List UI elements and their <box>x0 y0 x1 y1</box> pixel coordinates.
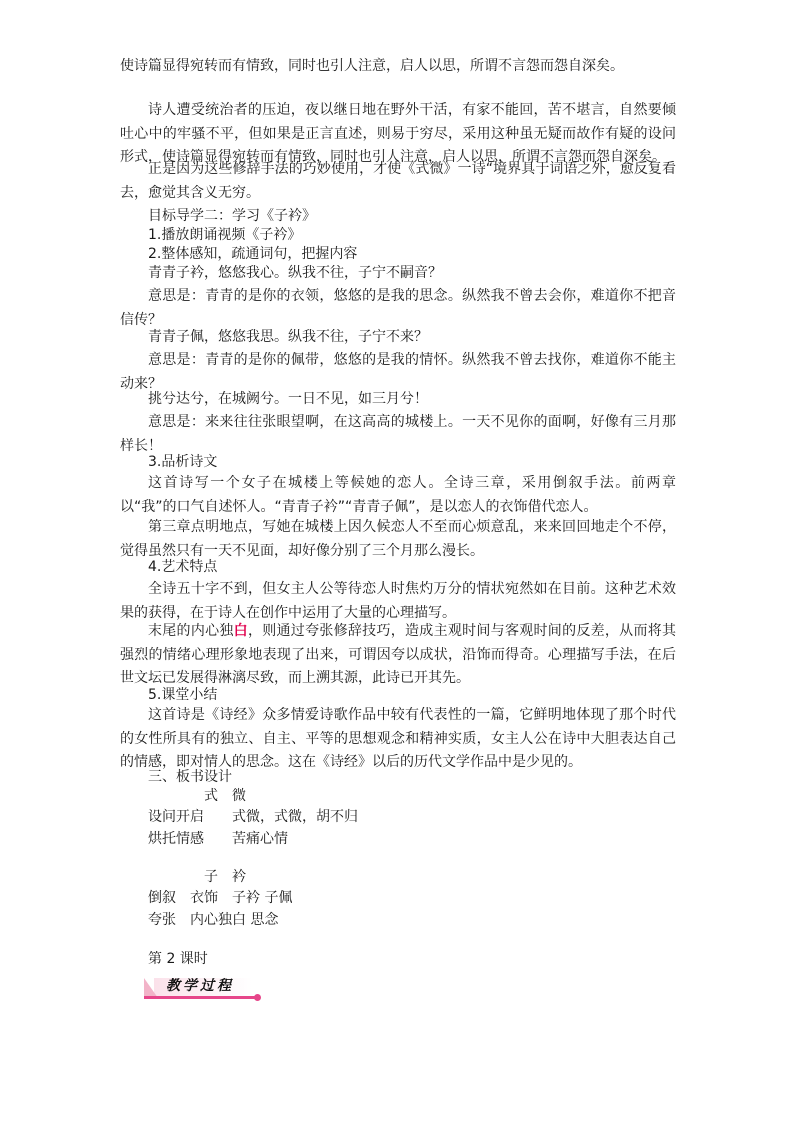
paragraph-structure: 这首诗写一个女子在城楼上等候她的恋人。全诗三章，采用倒叙手法。前两章以“我”的口气自述怀人。“青青子衿”“青青子佩”，是以恋人的衣饰借代恋人。 <box>120 475 676 515</box>
paragraph-summary: 这首诗是《诗经》众多情爱诗歌作品中较有代表性的一篇，它鲜明地体现了那个时代的女性所具有的独立、自主、平等的思想观念和精神实质，女主人公在诗中大胆表达自己的情感，即对情人的思念。这在《诗经》以后的历代文学作品中是少见的。 <box>120 707 676 770</box>
step-summary: 5.课堂小结 <box>148 687 218 703</box>
section-banner <box>144 978 260 1002</box>
highlight-char: 白 <box>233 623 248 639</box>
banner-underline <box>144 996 256 999</box>
board-row-zijin-1: 倒叙 衣饰 子衿 子佩 <box>148 890 293 906</box>
paragraph-psychology: 全诗五十字不到，但女主人公等待恋人时焦灼万分的情状宛然如在目前。这种艺术效果的获得，在于诗人在创作中运用了大量的心理描写。 <box>120 581 676 621</box>
meaning-line-1: 意思是：青青的是你的衣领，悠悠的是我的思念。纵然我不曾去会你，难道你不把音信传？ <box>120 288 676 328</box>
meaning-line-3: 意思是：来来往往张眼望啊，在这高高的城楼上。一天不见你的面啊，好像有三月那样长！ <box>120 414 676 454</box>
step-overview: 2.整体感知，疏通词句，把握内容 <box>148 246 358 262</box>
board-title-shiwei: 式 微 <box>204 788 246 804</box>
paragraph-poet-oppression: 诗人遭受统治者的压迫，夜以继日地在野外干活，有家不能回，苦不堪言，自然要倾吐心中的牢骚不平，但如果是正言直述，则易于穷尽，采用这种虽无疑而故作有疑的设问形式，使诗篇显得宛转而有情致，同时也引人注意，启人以思，所谓不言怨而怨自深矣。 <box>120 102 676 165</box>
poem-line-3: 挑兮达兮，在城阙兮。一日不见，如三月兮！ <box>148 391 428 407</box>
step-play-video: 1.播放朗诵视频《子衿》 <box>148 227 302 243</box>
paragraph-inner-monologue <box>120 620 676 691</box>
step-art-features: 4.艺术特点 <box>148 559 218 575</box>
step-analysis: 3.品析诗文 <box>148 454 218 470</box>
monologue-text-a: 末尾的内心独 <box>148 623 234 639</box>
intro-line: 使诗篇显得宛转而有情致，同时也引人注意，启人以思，所谓不言怨而怨自深矣。 <box>120 58 624 74</box>
banner-title: 教学过程 <box>166 978 234 994</box>
poem-line-2: 青青子佩，悠悠我思。纵我不往，子宁不来？ <box>148 329 428 345</box>
board-title-zijin: 子 衿 <box>204 869 246 885</box>
section-heading-zijin: 目标导学二：学习《子衿》 <box>148 208 316 224</box>
board-row-shiwei-1: 设问开启 式微，式微，胡不归 <box>148 809 358 825</box>
banner-triangle-icon <box>144 978 158 998</box>
meaning-line-2: 意思是：青青的是你的佩带，悠悠的是我的情怀。纵然我不曾去找你，难道你不能主动来？ <box>120 352 676 392</box>
monologue-text-b: ，则通过夸张修辞技巧，造成主观时间与客观时间的反差，从而将其强烈的情绪心理形象地表现了出来，可谓因夸以成状，沿饰而得奇。心理描写手法，在后世文坛已发展得淋漓尽致，而上溯其源，此诗已开其先。 <box>120 623 677 686</box>
paragraph-third-chapter: 第三章点明地点，写她在城楼上因久候恋人不至而心烦意乱，来来回回地走个不停，觉得虽然只有一天不见面，却好像分别了三个月那么漫长。 <box>120 519 676 559</box>
board-row-shiwei-2: 烘托情感 苦痛心情 <box>148 831 288 847</box>
lesson-label: 第 2 课时 <box>148 951 208 967</box>
section-blackboard: 三、板书设计 <box>148 769 232 785</box>
board-row-zijin-2: 夸张 内心独白 思念 <box>148 912 279 928</box>
paragraph-rhetoric-summary: 正是因为这些修辞手法的巧妙使用，才使《式微》一诗“境界具于词语之外，愈反复看去，愈觉其含义无穷。 <box>120 161 676 201</box>
banner-dot-icon <box>254 994 261 1001</box>
poem-line-1: 青青子衿，悠悠我心。纵我不往，子宁不嗣音？ <box>148 265 442 281</box>
